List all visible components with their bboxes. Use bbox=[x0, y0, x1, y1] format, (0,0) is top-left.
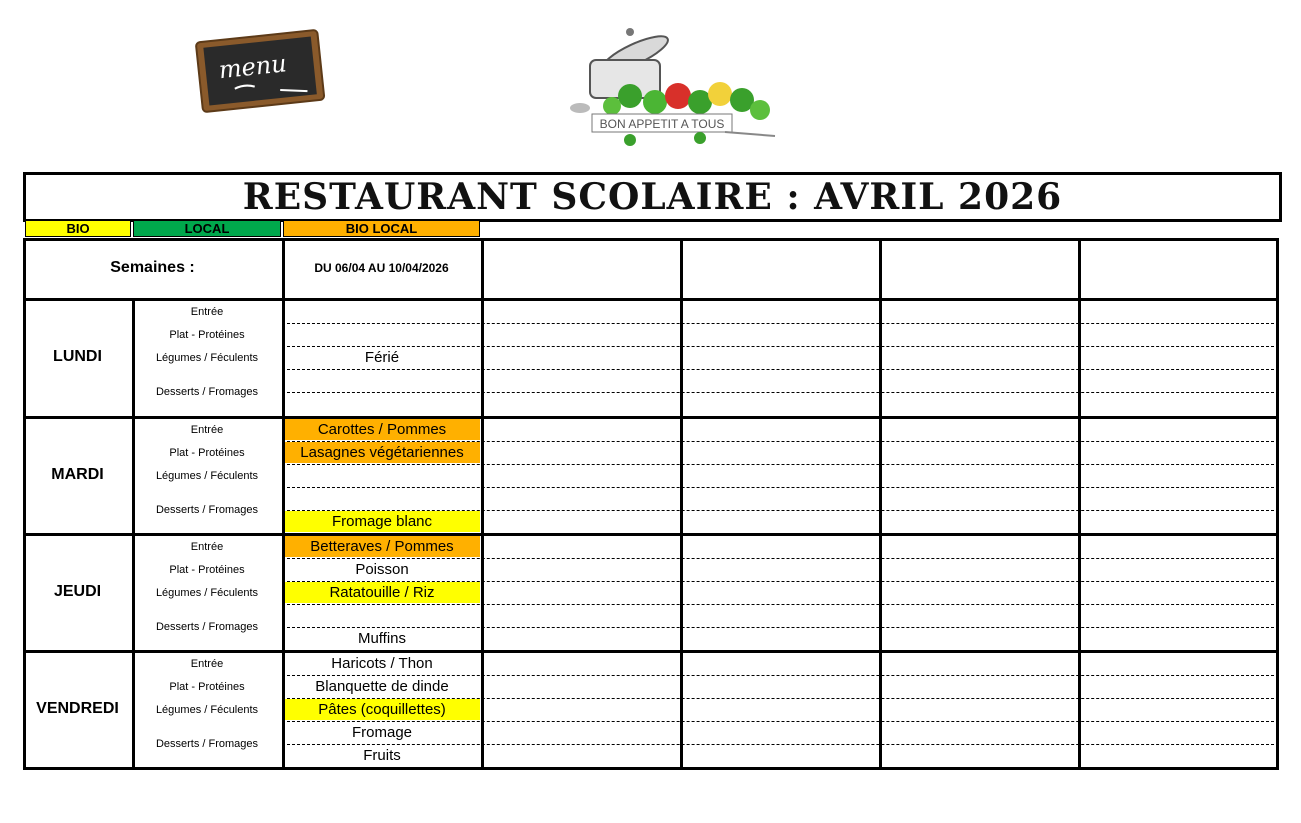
title-box bbox=[23, 172, 1282, 222]
dish-lundi-2 bbox=[284, 324, 480, 345]
day-name-vendredi: VENDREDI bbox=[36, 699, 119, 717]
column-line bbox=[879, 238, 882, 770]
logo-text: BON APPETIT A TOUS bbox=[599, 117, 725, 131]
dish-mardi-3 bbox=[284, 465, 480, 486]
category-label-desserts: Desserts / Fromages bbox=[155, 621, 259, 633]
chalkboard-text: menu bbox=[217, 49, 288, 85]
menu-chalkboard-image bbox=[193, 26, 327, 114]
day-name-lundi: LUNDI bbox=[53, 347, 102, 365]
column-line bbox=[132, 298, 135, 770]
day-name-jeudi: JEUDI bbox=[53, 582, 102, 600]
legend-bio-local: BIO LOCAL bbox=[283, 220, 480, 237]
dish-lundi-1 bbox=[284, 301, 480, 322]
dish-mardi-4 bbox=[284, 488, 480, 509]
category-label-plat: Plat - Protéines bbox=[169, 563, 245, 576]
category-label-plat: Plat - Protéines bbox=[169, 328, 245, 341]
weeks-label: Semaines : bbox=[110, 259, 195, 276]
column-line bbox=[282, 238, 285, 770]
dish-jeudi-1: Betteraves / Pommes bbox=[284, 536, 480, 557]
dish-jeudi-4 bbox=[284, 605, 480, 626]
category-label-legumes: Légumes / Féculents bbox=[155, 586, 259, 599]
category-label-entree: Entrée bbox=[190, 657, 224, 670]
dish-vendredi-1: Haricots / Thon bbox=[331, 655, 433, 672]
dish-vendredi-5: Fruits bbox=[363, 747, 401, 764]
category-label-desserts: Desserts / Fromages bbox=[155, 738, 259, 750]
dish-mardi-1: Carottes / Pommes bbox=[284, 419, 480, 440]
column-line bbox=[23, 238, 26, 770]
dish-lundi-3: Férié bbox=[364, 349, 400, 366]
dish-jeudi-5: Muffins bbox=[357, 630, 407, 647]
dish-vendredi-3: Pâtes (coquillettes) bbox=[284, 699, 480, 720]
category-label-legumes: Légumes / Féculents bbox=[155, 703, 259, 716]
category-label-plat: Plat - Protéines bbox=[169, 680, 245, 693]
legend-divider bbox=[480, 220, 1278, 221]
week-header-1: DU 06/04 AU 10/04/2026 bbox=[314, 261, 449, 275]
dish-mardi-5: Fromage blanc bbox=[284, 511, 480, 532]
week-header-3 bbox=[680, 238, 879, 298]
dish-jeudi-3: Ratatouille / Riz bbox=[284, 582, 480, 603]
column-line bbox=[481, 238, 484, 770]
week-header-2 bbox=[481, 238, 680, 298]
dish-mardi-2: Lasagnes végétariennes bbox=[284, 442, 480, 463]
column-line bbox=[680, 238, 683, 770]
bon-appetit-logo bbox=[560, 18, 788, 150]
category-label-entree: Entrée bbox=[190, 423, 224, 436]
table-bottom-border bbox=[23, 767, 1279, 770]
column-line bbox=[1078, 238, 1081, 770]
category-label-entree: Entrée bbox=[190, 540, 224, 553]
dish-lundi-4 bbox=[284, 370, 480, 391]
dish-vendredi-2: Blanquette de dinde bbox=[315, 678, 449, 695]
category-label-desserts: Desserts / Fromages bbox=[155, 386, 259, 398]
menu-table bbox=[23, 238, 1279, 769]
dish-jeudi-2: Poisson bbox=[355, 561, 409, 578]
page-title: RESTAURANT SCOLAIRE : AVRIL 2026 bbox=[242, 176, 1063, 218]
dish-lundi-5 bbox=[284, 393, 480, 414]
legend-local: LOCAL bbox=[133, 220, 281, 237]
day-name-mardi: MARDI bbox=[51, 465, 104, 483]
category-label-legumes: Légumes / Féculents bbox=[155, 469, 259, 482]
category-label-plat: Plat - Protéines bbox=[169, 446, 245, 459]
legend-bio: BIO bbox=[25, 220, 131, 237]
dish-vendredi-4: Fromage bbox=[351, 724, 413, 741]
column-line bbox=[1276, 238, 1279, 770]
category-label-entree: Entrée bbox=[190, 305, 224, 318]
week-header-5 bbox=[1078, 238, 1277, 298]
category-label-legumes: Légumes / Féculents bbox=[155, 351, 259, 364]
week-header-4 bbox=[879, 238, 1078, 298]
category-label-desserts: Desserts / Fromages bbox=[155, 504, 259, 516]
